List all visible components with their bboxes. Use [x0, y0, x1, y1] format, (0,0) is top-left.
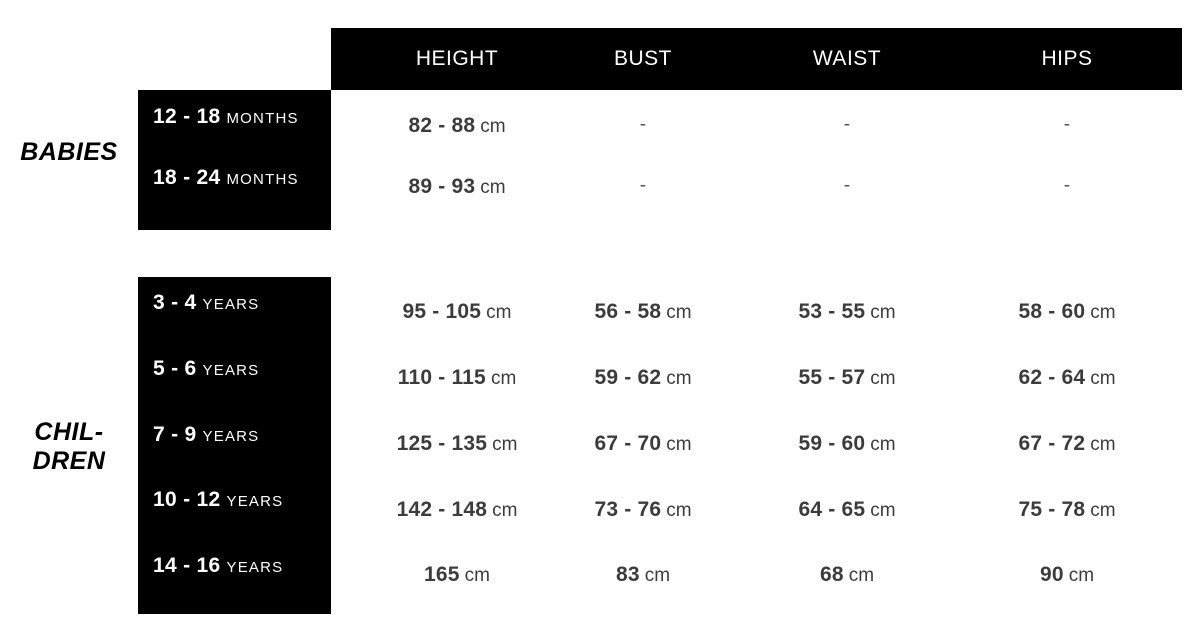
cell-value: 64 - 65: [798, 498, 866, 521]
cell-value: -: [639, 175, 647, 196]
cell-unit: cm: [1090, 500, 1116, 521]
cell-value: -: [843, 114, 851, 135]
cell-unit: cm: [490, 368, 517, 389]
cell-value: 83: [615, 563, 640, 586]
group-label-children: [0, 418, 138, 476]
cell-value: 90: [1039, 563, 1064, 586]
cell-babies-1-bust: [557, 175, 729, 197]
row-size-unit: MONTHS: [226, 110, 299, 127]
cell-value: -: [1063, 114, 1071, 135]
cell-value: 95 - 105: [402, 300, 482, 323]
row-label-children-3: [153, 488, 283, 512]
cell-unit: cm: [666, 434, 692, 455]
cell-value: 56 - 58: [594, 300, 662, 323]
cell-children-2-hips: [981, 432, 1153, 456]
cell-babies-1-waist: [761, 175, 933, 197]
cell-value: -: [639, 114, 647, 135]
cell-value: 75 - 78: [1018, 498, 1086, 521]
column-header-height: HEIGHT: [415, 47, 499, 70]
cell-unit: cm: [666, 500, 692, 521]
cell-children-2-bust: [557, 432, 729, 456]
group-label-children-line2: DREN: [32, 446, 106, 475]
cell-value: 89 - 93: [408, 175, 476, 198]
cell-value: 67 - 70: [594, 432, 662, 455]
row-size-number: 12 - 18: [153, 105, 221, 128]
cell-children-2-waist: [761, 432, 933, 456]
cell-unit: cm: [666, 302, 692, 323]
column-header-bust: BUST: [613, 47, 672, 70]
column-header-waist: WAIST: [812, 47, 882, 70]
column-header-hips: HIPS: [1041, 47, 1093, 70]
cell-unit: cm: [644, 565, 671, 586]
cell-unit: cm: [1090, 302, 1116, 323]
row-size-number: 7 - 9: [153, 423, 197, 446]
row-label-babies-1: [153, 166, 299, 190]
cell-unit: cm: [480, 116, 506, 137]
cell-children-1-height: [371, 366, 543, 390]
cell-unit: cm: [486, 302, 512, 323]
row-label-babies-0: [153, 105, 299, 129]
cell-value: -: [843, 175, 851, 196]
cell-babies-0-bust: [557, 114, 729, 136]
cell-children-4-height: [371, 563, 543, 587]
cell-unit: cm: [870, 434, 896, 455]
row-size-unit: MONTHS: [226, 171, 299, 188]
cell-unit: cm: [492, 434, 518, 455]
cell-babies-1-height: [371, 175, 543, 199]
cell-value: 110 - 115: [397, 366, 486, 389]
cell-value: -: [1063, 175, 1071, 196]
cell-children-4-waist: [761, 563, 933, 587]
cell-babies-0-hips: [981, 114, 1153, 136]
row-size-number: 3 - 4: [153, 291, 197, 314]
cell-unit: cm: [870, 500, 896, 521]
row-label-children-4: [153, 554, 283, 578]
row-size-number: 10 - 12: [153, 488, 221, 511]
cell-unit: cm: [870, 302, 896, 323]
row-label-children-1: [153, 357, 259, 381]
cell-children-2-height: [371, 432, 543, 456]
cell-children-0-hips: [981, 300, 1153, 324]
cell-children-4-bust: [557, 563, 729, 587]
group-label-babies: BABIES: [20, 138, 118, 166]
cell-children-1-hips: [981, 366, 1153, 390]
cell-unit: cm: [1068, 565, 1095, 586]
row-size-number: 5 - 6: [153, 357, 197, 380]
row-size-unit: YEARS: [226, 493, 284, 510]
cell-children-4-hips: [981, 563, 1153, 587]
row-label-children-2: [153, 423, 259, 447]
cell-babies-0-waist: [761, 114, 933, 136]
row-size-number: 18 - 24: [153, 166, 221, 189]
cell-value: 53 - 55: [798, 300, 866, 323]
cell-children-3-height: [371, 498, 543, 522]
row-size-unit: YEARS: [202, 296, 260, 313]
row-label-children-0: [153, 291, 259, 315]
cell-unit: cm: [666, 368, 692, 389]
cell-children-3-bust: [557, 498, 729, 522]
cell-value: 55 - 57: [798, 366, 866, 389]
cell-value: 59 - 62: [594, 366, 662, 389]
cell-value: 68: [819, 563, 844, 586]
cell-value: 73 - 76: [594, 498, 662, 521]
cell-value: 62 - 64: [1018, 366, 1086, 389]
cell-value: 67 - 72: [1018, 432, 1086, 455]
cell-unit: cm: [870, 368, 896, 389]
cell-value: 58 - 60: [1018, 300, 1086, 323]
cell-children-1-bust: [557, 366, 729, 390]
group-label-children-line1: CHIL-: [34, 418, 104, 446]
cell-babies-0-height: [371, 114, 543, 138]
row-size-unit: YEARS: [202, 362, 260, 379]
cell-unit: cm: [848, 565, 875, 586]
cell-value: 142 - 148: [396, 498, 488, 521]
cell-value: 165: [424, 563, 460, 586]
cell-value: 59 - 60: [798, 432, 866, 455]
cell-unit: cm: [464, 565, 490, 586]
cell-babies-1-hips: [981, 175, 1153, 197]
cell-children-0-height: [371, 300, 543, 324]
row-size-number: 14 - 16: [153, 554, 221, 577]
cell-value: 82 - 88: [408, 114, 476, 137]
cell-value: 125 - 135: [396, 432, 488, 455]
cell-children-0-waist: [761, 300, 933, 324]
cell-children-3-hips: [981, 498, 1153, 522]
cell-children-1-waist: [761, 366, 933, 390]
cell-children-3-waist: [761, 498, 933, 522]
row-size-unit: YEARS: [202, 428, 260, 445]
cell-unit: cm: [1090, 368, 1116, 389]
cell-unit: cm: [1090, 434, 1116, 455]
cell-children-0-bust: [557, 300, 729, 324]
row-size-unit: YEARS: [226, 559, 284, 576]
cell-unit: cm: [480, 177, 506, 198]
cell-unit: cm: [492, 500, 518, 521]
